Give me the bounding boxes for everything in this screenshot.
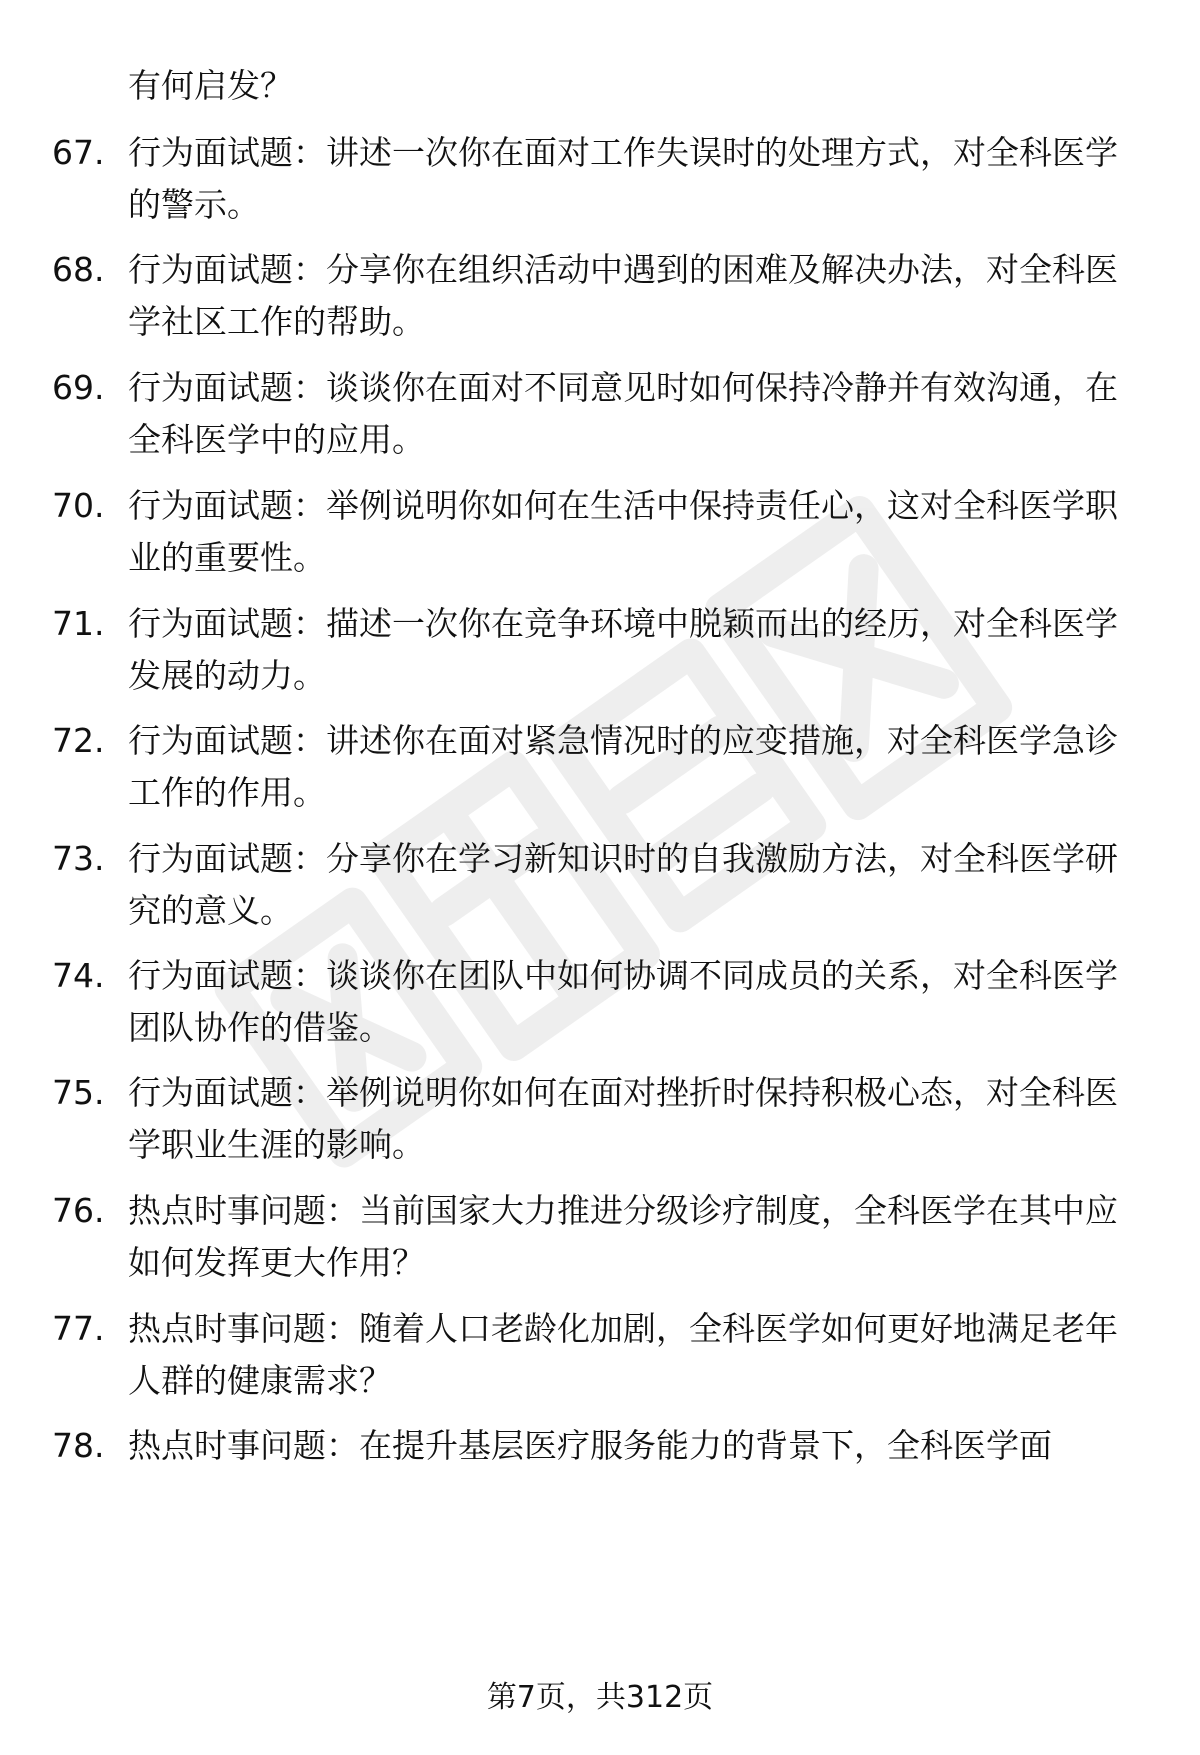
item-number: 73.: [52, 839, 105, 878]
item-number: 75.: [52, 1073, 105, 1112]
item-number: 67.: [52, 133, 105, 172]
item-text: 行为面试题：谈谈你在团队中如何协调不同成员的关系，对全科医学团队协作的借鉴。: [128, 956, 1118, 1047]
list-item: [52, 244, 1152, 348]
item-number: 76.: [52, 1191, 105, 1230]
item-number: 69.: [52, 368, 105, 407]
list-item: [52, 1185, 1152, 1289]
list-item: [52, 480, 1152, 584]
item-text: 行为面试题：讲述你在面对紧急情况时的应变措施，对全科医学急诊工作的作用。: [128, 721, 1118, 812]
item-number: 78.: [52, 1426, 105, 1465]
item-text: 行为面试题：举例说明你如何在面对挫折时保持积极心态，对全科医学职业生涯的影响。: [128, 1073, 1118, 1164]
item-number: 68.: [52, 250, 105, 289]
list-item: [52, 598, 1152, 702]
item-text: 行为面试题：举例说明你如何在生活中保持责任心，这对全科医学职业的重要性。: [128, 486, 1118, 577]
item-text: 行为面试题：讲述一次你在面对工作失误时的处理方式，对全科医学的警示。: [128, 133, 1118, 224]
item-text: 行为面试题：描述一次你在竞争环境中脱颖而出的经历，对全科医学发展的动力。: [128, 604, 1118, 695]
item-number: 72.: [52, 721, 105, 760]
list-item: [52, 950, 1152, 1054]
item-number: 74.: [52, 956, 105, 995]
item-text: 行为面试题：谈谈你在面对不同意见时如何保持冷静并有效沟通，在全科医学中的应用。: [128, 368, 1118, 459]
page-footer: 第7页，共312页: [486, 1680, 714, 1715]
list-item: [52, 715, 1152, 819]
item-number: 70.: [52, 486, 105, 525]
list-item: [52, 1420, 1152, 1472]
list-item: [52, 833, 1152, 937]
list-item: [52, 1067, 1152, 1171]
item-text: 行为面试题：分享你在组织活动中遇到的困难及解决办法，对全科医学社区工作的帮助。: [128, 250, 1118, 341]
item-text: 热点时事问题：当前国家大力推进分级诊疗制度，全科医学在其中应如何发挥更大作用？: [128, 1191, 1118, 1282]
item-text: 行为面试题：分享你在学习新知识时的自我激励方法，对全科医学研究的意义。: [128, 839, 1118, 930]
list-item: [52, 1303, 1152, 1407]
item-number: 71.: [52, 604, 105, 643]
continued-text-fragment: 有何启发？: [128, 66, 293, 105]
list-item: [52, 127, 1152, 231]
item-text: 热点时事问题：在提升基层医疗服务能力的背景下，全科医学面: [128, 1426, 1052, 1465]
item-text: 热点时事问题：随着人口老龄化加剧，全科医学如何更好地满足老年人群的健康需求？: [128, 1309, 1118, 1400]
list-item: [52, 362, 1152, 466]
item-number: 77.: [52, 1309, 105, 1348]
